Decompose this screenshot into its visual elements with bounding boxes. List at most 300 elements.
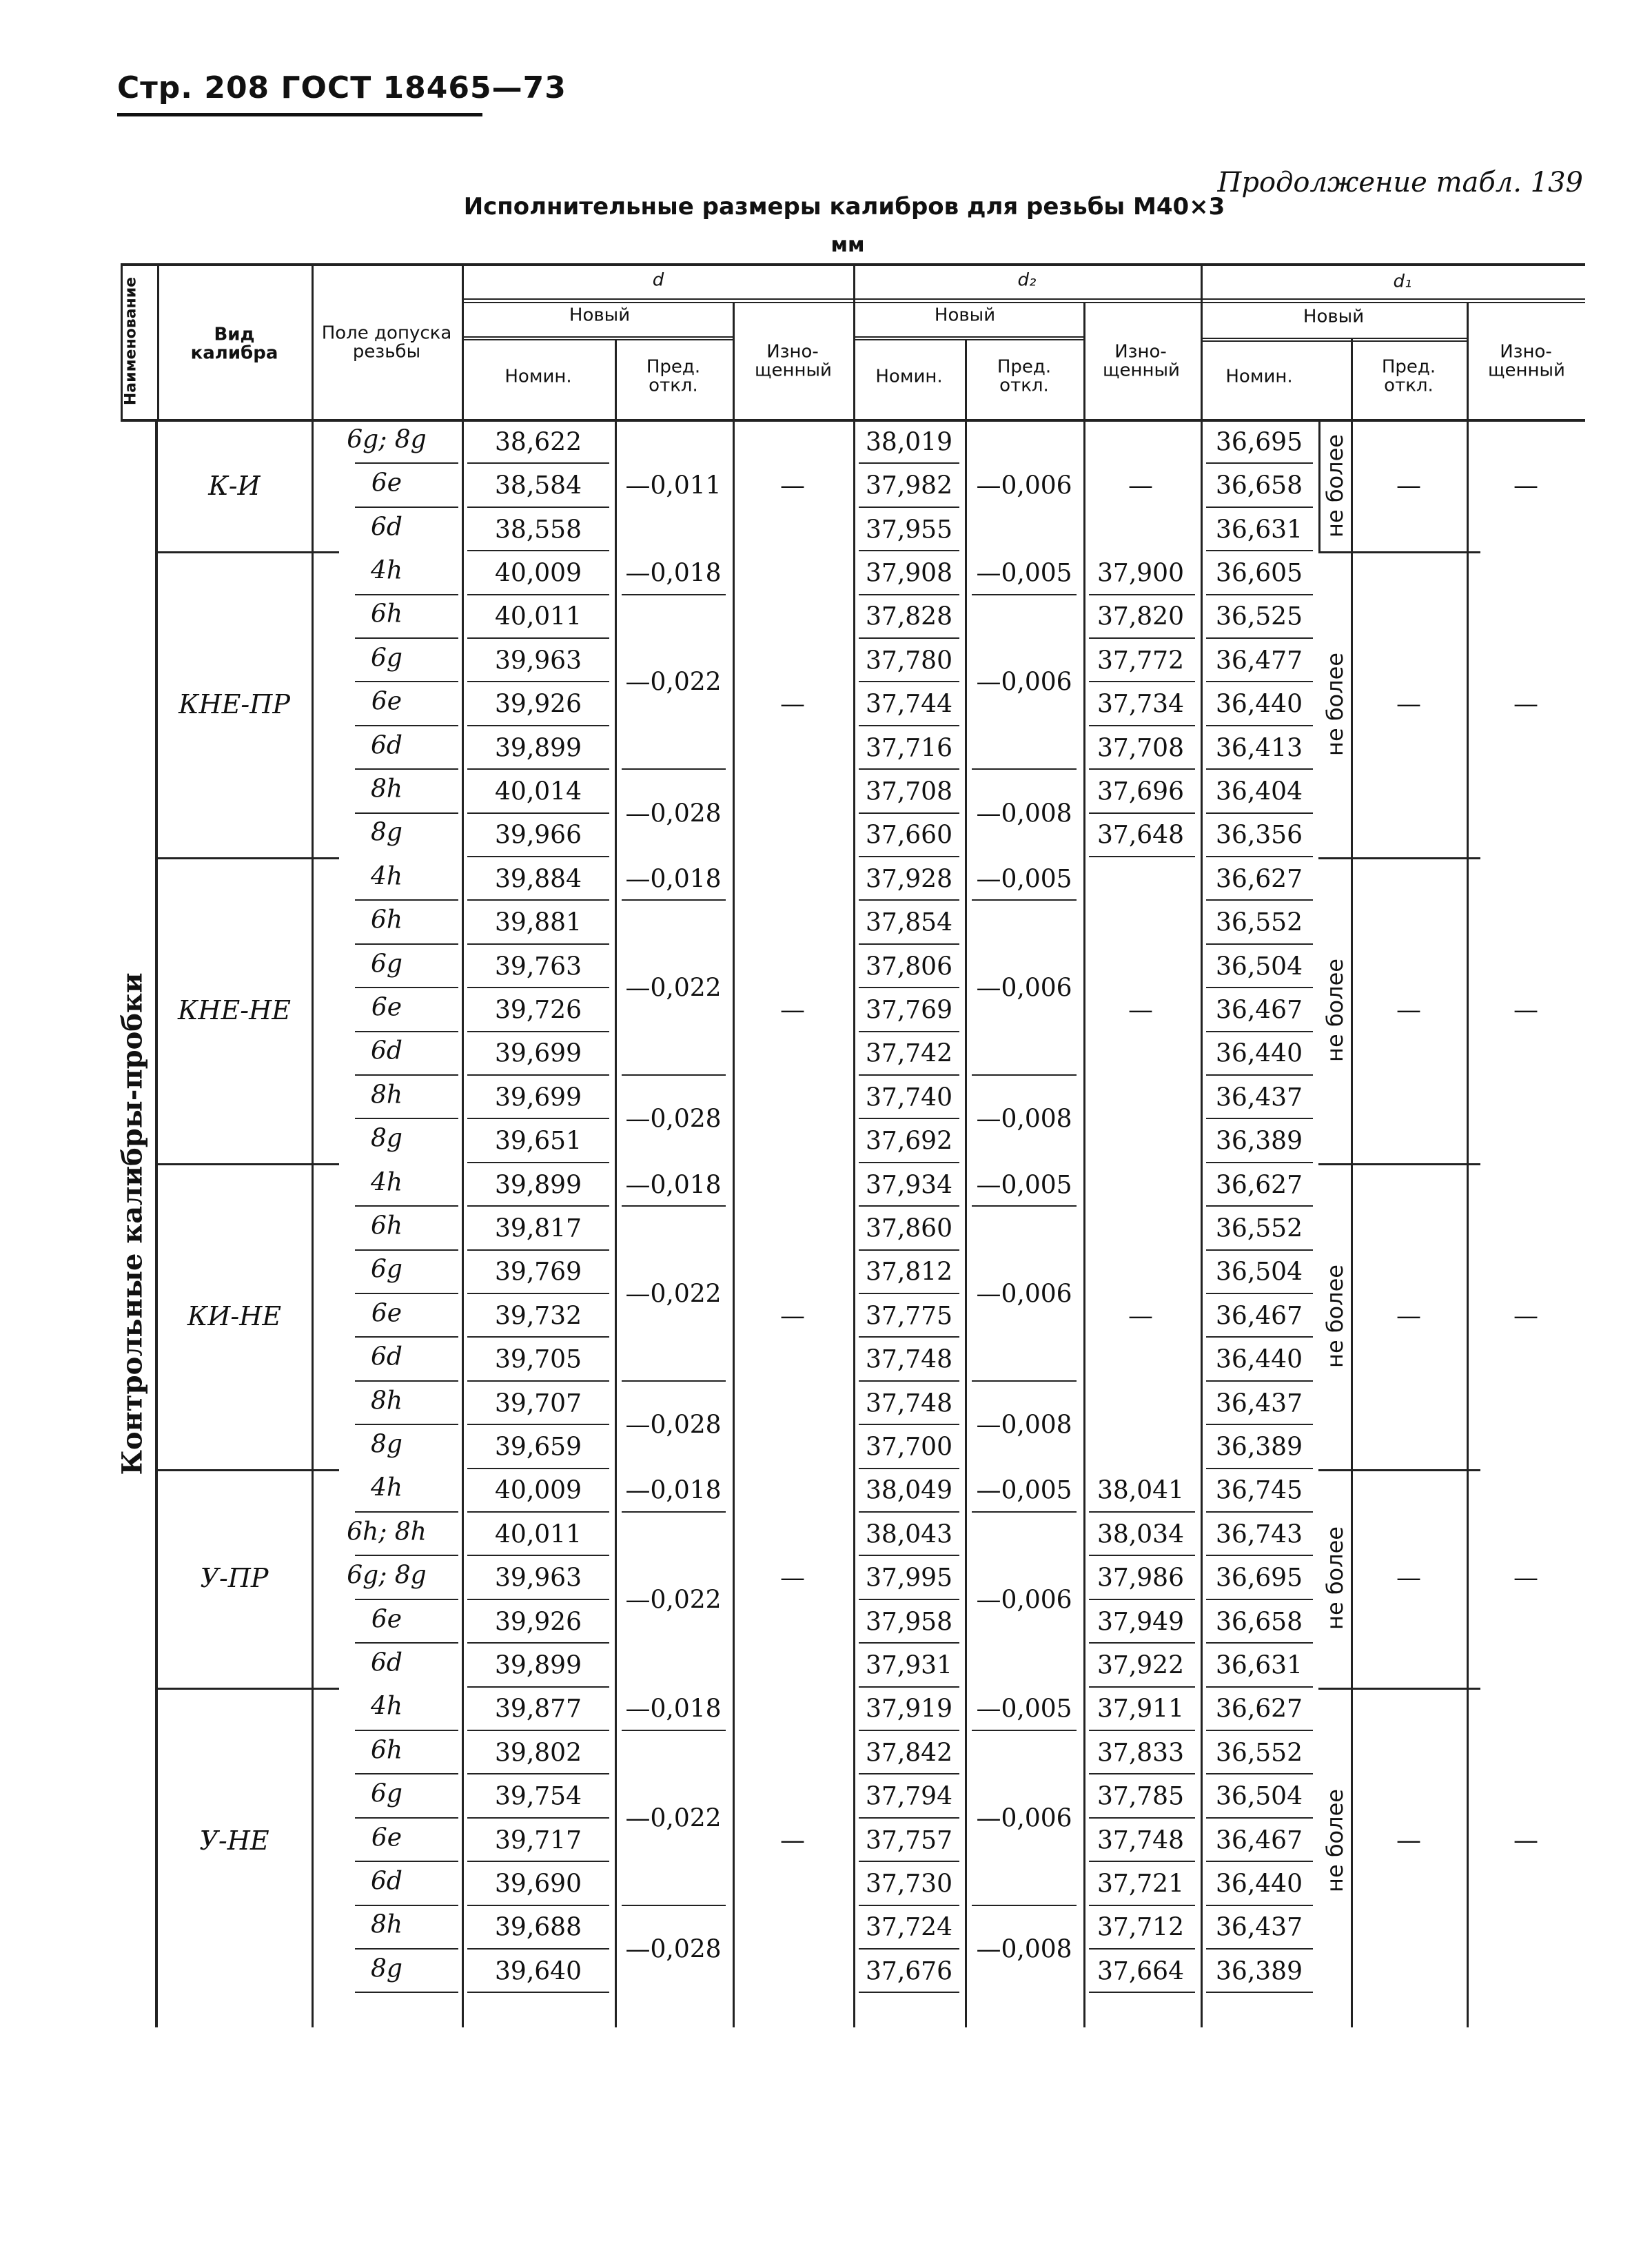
- row-d-nominal: 39,817: [495, 1214, 582, 1243]
- row-rule: [859, 1162, 959, 1163]
- header-rule: [462, 298, 1585, 300]
- body-rule-vertical: [1351, 420, 1353, 2027]
- row-rule: [1206, 1031, 1313, 1032]
- row-rule: [1089, 1948, 1195, 1950]
- row-rule: [355, 1511, 458, 1513]
- row-d2-nominal: 37,708: [866, 777, 952, 806]
- row-d-nominal: 39,966: [495, 821, 582, 850]
- row-rule: [355, 899, 458, 901]
- column-header-d-nominal: Номин.: [504, 366, 572, 387]
- row-d1-nominal: 36,440: [1216, 690, 1303, 719]
- d-deviation: —0,028: [625, 1105, 722, 1134]
- row-rule: [1206, 1730, 1313, 1731]
- row-d-nominal: 39,688: [495, 1913, 582, 1942]
- body-rule-vertical: [1083, 420, 1085, 2027]
- row-rule: [859, 1773, 959, 1774]
- row-d2-nominal: 37,748: [866, 1389, 952, 1418]
- row-d-nominal: 39,963: [495, 646, 582, 675]
- row-d-nominal: 39,732: [495, 1302, 582, 1331]
- row-d2-worn: 37,721: [1097, 1870, 1184, 1899]
- row-rule: [355, 1642, 458, 1644]
- row-d-nominal: 40,009: [495, 1476, 582, 1505]
- table-title: Исполнительные размеры калибров для резьбы М40×3: [463, 193, 1225, 221]
- column-header-d: d: [652, 269, 664, 291]
- row-d2-nominal: 37,854: [866, 908, 952, 937]
- d-deviation: —0,018: [625, 865, 722, 894]
- d2-deviation: —0,006: [976, 1804, 1072, 1833]
- d2-deviation: —0,006: [976, 1280, 1072, 1309]
- row-d2-nominal: 37,982: [866, 471, 952, 500]
- d2-deviation: —0,008: [976, 1411, 1072, 1440]
- row-tolerance: 6d: [371, 1867, 402, 1896]
- column-header-d2-worn: Изно- щенный: [1103, 341, 1180, 381]
- row-tolerance: 6e: [371, 1823, 402, 1852]
- row-rule: [1089, 681, 1195, 682]
- row-d2-nominal: 37,700: [866, 1433, 952, 1462]
- d2-deviation: —0,006: [976, 471, 1072, 500]
- row-rule: [467, 1686, 609, 1688]
- row-rule: [1206, 812, 1313, 814]
- row-tolerance: 6g; 8g: [347, 1561, 427, 1590]
- row-d2-worn: 37,772: [1097, 646, 1184, 675]
- row-d2-nominal: 37,716: [866, 734, 952, 762]
- row-d1-nominal: 36,389: [1216, 1957, 1303, 1986]
- column-header-d-new: Новый: [569, 305, 631, 326]
- row-d2-nominal: 37,757: [866, 1826, 952, 1854]
- row-d2-nominal: 38,043: [866, 1520, 952, 1549]
- row-d1-nominal: 36,743: [1216, 1520, 1303, 1549]
- row-tolerance: 6d: [371, 1648, 402, 1677]
- d2-deviation: —0,008: [976, 1935, 1072, 1964]
- row-d2-nominal: 37,742: [866, 1039, 952, 1068]
- header-rule: [853, 336, 1083, 338]
- row-d2-nominal: 37,812: [866, 1258, 952, 1287]
- row-d1-nominal: 36,627: [1216, 1695, 1303, 1723]
- row-d2-nominal: 37,908: [866, 559, 952, 588]
- row-rule: [467, 1031, 609, 1032]
- kind-label: КИ-НЕ: [187, 1300, 282, 1331]
- row-rule: [467, 812, 609, 814]
- row-tolerance: 6h; 8h: [347, 1517, 427, 1546]
- row-d2-worn: 37,712: [1097, 1913, 1184, 1942]
- d-worn-dash: —: [780, 471, 805, 500]
- d1-deviation-dash: —: [1396, 1564, 1421, 1593]
- kind-label: У-ПР: [200, 1563, 269, 1594]
- body-rule-vertical: [615, 420, 617, 2027]
- row-rule: [355, 1118, 458, 1119]
- deviation-rule: [622, 594, 726, 595]
- row-rule: [467, 1599, 609, 1600]
- row-rule: [467, 1555, 609, 1556]
- row-tolerance: 6h: [370, 1736, 403, 1765]
- header-rule-vertical: [1083, 302, 1085, 420]
- row-tolerance: 8g: [371, 1124, 402, 1153]
- d-deviation: —0,022: [625, 1586, 722, 1615]
- row-rule: [355, 637, 458, 639]
- row-rule: [355, 1074, 458, 1076]
- row-d-nominal: 39,717: [495, 1826, 582, 1854]
- row-tolerance: 4h: [370, 862, 403, 891]
- row-d2-nominal: 37,724: [866, 1913, 952, 1942]
- row-rule: [859, 681, 959, 682]
- row-tolerance: 4h: [370, 556, 403, 585]
- row-rule: [355, 1293, 458, 1294]
- row-d-nominal: 40,011: [495, 1520, 582, 1549]
- d-deviation: —0,028: [625, 1411, 722, 1440]
- d-worn-dash: —: [780, 690, 805, 719]
- row-d1-nominal: 36,404: [1216, 777, 1303, 806]
- row-d2-worn: 37,911: [1097, 1695, 1184, 1723]
- row-d2-nominal: 37,676: [866, 1957, 952, 1986]
- row-tolerance: 6h: [370, 600, 403, 628]
- deviation-rule: [972, 768, 1077, 770]
- group-separator: [1318, 1688, 1480, 1690]
- not-more-label: не более: [1322, 1264, 1348, 1368]
- row-rule: [859, 594, 959, 595]
- d-deviation: —0,028: [625, 799, 722, 828]
- column-header-d1-new: Новый: [1303, 306, 1365, 327]
- d1-deviation-dash: —: [1396, 1826, 1421, 1854]
- row-d-nominal: 39,802: [495, 1739, 582, 1768]
- row-rule: [859, 812, 959, 814]
- row-d1-nominal: 36,504: [1216, 952, 1303, 981]
- row-rule: [859, 1730, 959, 1731]
- row-rule: [1089, 637, 1195, 639]
- row-tolerance: 8g: [371, 1954, 402, 1983]
- row-d2-nominal: 37,748: [866, 1345, 952, 1374]
- row-rule: [1089, 1905, 1195, 1906]
- d-deviation: —0,018: [625, 1476, 722, 1505]
- row-tolerance: 6e: [371, 1605, 402, 1633]
- column-header-tolerance: Поле допуска резьбы: [321, 323, 452, 362]
- row-d2-worn: 38,041: [1097, 1476, 1184, 1505]
- row-d2-nominal: 37,775: [866, 1302, 952, 1331]
- row-rule: [467, 550, 609, 551]
- row-rule: [1206, 856, 1313, 857]
- row-d1-nominal: 36,437: [1216, 1389, 1303, 1418]
- row-rule: [1206, 1424, 1313, 1425]
- row-rule: [467, 1118, 609, 1119]
- d-deviation: —0,022: [625, 668, 722, 697]
- row-rule: [467, 899, 609, 901]
- d2-worn-dash: —: [1128, 471, 1153, 500]
- row-d1-nominal: 36,477: [1216, 646, 1303, 675]
- d2-deviation: —0,006: [976, 668, 1072, 697]
- row-d1-nominal: 36,413: [1216, 734, 1303, 762]
- row-rule: [355, 1424, 458, 1425]
- row-d1-nominal: 36,658: [1216, 1608, 1303, 1636]
- row-rule: [355, 1555, 458, 1556]
- row-rule: [467, 594, 609, 595]
- row-rule: [1206, 462, 1313, 464]
- row-rule: [1089, 594, 1195, 595]
- row-rule: [1206, 1817, 1313, 1819]
- row-d-nominal: 39,963: [495, 1564, 582, 1593]
- deviation-rule: [972, 1074, 1077, 1076]
- category-label: Контрольные калибры-пробки: [116, 972, 149, 1475]
- d2-deviation: —0,005: [976, 1695, 1072, 1723]
- row-rule: [1206, 899, 1313, 901]
- row-tolerance: 6d: [371, 513, 402, 541]
- row-rule: [467, 1511, 609, 1513]
- row-rule: [467, 1861, 609, 1862]
- deviation-rule: [622, 1730, 726, 1731]
- header-rule-vertical: [312, 263, 314, 420]
- row-rule: [859, 768, 959, 770]
- row-rule: [859, 943, 959, 945]
- row-rule: [1089, 1599, 1195, 1600]
- d-deviation: —0,011: [625, 471, 722, 500]
- column-header-d1-deviation: Пред. откл.: [1381, 356, 1436, 396]
- d1-worn-dash: —: [1513, 690, 1538, 719]
- row-tolerance: 6h: [370, 906, 403, 934]
- row-d2-nominal: 37,794: [866, 1782, 952, 1811]
- row-rule: [467, 1642, 609, 1644]
- row-d2-worn: 37,986: [1097, 1564, 1184, 1593]
- row-d-nominal: 39,726: [495, 996, 582, 1025]
- row-d1-nominal: 36,552: [1216, 1739, 1303, 1768]
- d1-worn-dash: —: [1513, 1564, 1538, 1593]
- not-more-label: не более: [1322, 958, 1348, 1062]
- row-rule: [355, 725, 458, 726]
- row-rule: [467, 768, 609, 770]
- page-header: Стр. 208 ГОСТ 18465—73: [117, 70, 567, 105]
- d1-worn-dash: —: [1513, 471, 1538, 500]
- row-rule: [467, 637, 609, 639]
- row-rule: [355, 943, 458, 945]
- deviation-rule: [972, 1730, 1077, 1731]
- row-tolerance: 6g: [371, 644, 402, 673]
- row-rule: [1089, 1817, 1195, 1819]
- row-rule: [1206, 943, 1313, 945]
- row-rule: [355, 1861, 458, 1862]
- deviation-rule: [972, 899, 1077, 901]
- row-rule: [355, 987, 458, 988]
- body-rule-vertical: [1467, 420, 1469, 2027]
- row-rule: [355, 462, 458, 464]
- d2-worn-dash: —: [1128, 1302, 1153, 1331]
- row-tolerance: 8h: [370, 1081, 403, 1109]
- d1-worn-dash: —: [1513, 1302, 1538, 1331]
- row-rule: [1206, 725, 1313, 726]
- table-continuation-note: Продолжение табл. 139: [1217, 167, 1583, 198]
- d2-deviation: —0,006: [976, 974, 1072, 1003]
- row-rule: [859, 1642, 959, 1644]
- row-d2-nominal: 37,931: [866, 1651, 952, 1680]
- row-rule: [1206, 1642, 1313, 1644]
- row-rule: [1206, 1162, 1313, 1163]
- d-deviation: —0,018: [625, 1695, 722, 1723]
- row-d-nominal: 38,558: [495, 515, 582, 544]
- row-d2-nominal: 37,780: [866, 646, 952, 675]
- row-tolerance: 8h: [370, 1387, 403, 1415]
- d-deviation: —0,022: [625, 1280, 722, 1309]
- column-header-d1: d₁: [1393, 271, 1412, 292]
- row-rule: [355, 1031, 458, 1032]
- d-worn-dash: —: [780, 1302, 805, 1331]
- deviation-rule: [972, 1905, 1077, 1906]
- deviation-rule: [622, 1074, 726, 1076]
- row-d1-nominal: 36,389: [1216, 1433, 1303, 1462]
- row-rule: [859, 1074, 959, 1076]
- d1-worn-dash: —: [1513, 1826, 1538, 1854]
- row-rule: [859, 1817, 959, 1819]
- d-deviation: —0,022: [625, 974, 722, 1003]
- row-d-nominal: 40,014: [495, 777, 582, 806]
- group-separator: [1318, 551, 1480, 553]
- row-tolerance: 6e: [371, 993, 402, 1022]
- d-deviation: —0,022: [625, 1804, 722, 1833]
- row-tolerance: 8h: [370, 775, 403, 804]
- row-rule: [467, 1992, 609, 1993]
- row-rule: [1089, 812, 1195, 814]
- row-d1-nominal: 36,437: [1216, 1083, 1303, 1112]
- row-tolerance: 6g: [371, 1779, 402, 1808]
- row-rule: [859, 1555, 959, 1556]
- row-rule: [1206, 1293, 1313, 1294]
- row-d-nominal: 39,659: [495, 1433, 582, 1462]
- row-rule: [355, 1380, 458, 1382]
- row-rule: [859, 1948, 959, 1950]
- row-rule: [859, 1599, 959, 1600]
- deviation-rule: [622, 899, 726, 901]
- row-rule: [467, 1249, 609, 1251]
- row-d1-nominal: 36,525: [1216, 602, 1303, 631]
- row-d-nominal: 39,926: [495, 1608, 582, 1636]
- row-rule: [1206, 1249, 1313, 1251]
- not-more-label: не более: [1322, 1526, 1348, 1630]
- header-rule-vertical: [1351, 339, 1353, 420]
- row-rule: [859, 987, 959, 988]
- body-rule-vertical: [733, 420, 735, 2027]
- d1-deviation-dash: —: [1396, 690, 1421, 719]
- header-rule: [1201, 338, 1467, 339]
- row-rule: [355, 1730, 458, 1731]
- row-rule: [355, 1249, 458, 1251]
- row-d2-worn: 37,900: [1097, 559, 1184, 588]
- deviation-rule: [622, 1380, 726, 1382]
- row-rule: [859, 1905, 959, 1906]
- d2-deviation: —0,008: [976, 1105, 1072, 1134]
- row-d2-nominal: 37,934: [866, 1171, 952, 1199]
- column-header-d-deviation: Пред. откл.: [646, 356, 701, 396]
- row-rule: [1206, 1511, 1313, 1513]
- row-d2-worn: 37,664: [1097, 1957, 1184, 1986]
- row-rule: [1089, 1686, 1195, 1688]
- row-d1-nominal: 36,440: [1216, 1345, 1303, 1374]
- row-d2-worn: 37,922: [1097, 1651, 1184, 1680]
- table-unit: мм: [830, 233, 865, 257]
- row-d2-worn: 37,696: [1097, 777, 1184, 806]
- body-rule-vertical: [462, 420, 464, 2027]
- row-rule: [859, 462, 959, 464]
- row-rule: [859, 1293, 959, 1294]
- row-d-nominal: 39,899: [495, 734, 582, 762]
- row-rule: [859, 899, 959, 901]
- row-rule: [859, 1992, 959, 1993]
- row-d1-nominal: 36,440: [1216, 1039, 1303, 1068]
- header-rule: [462, 302, 1585, 303]
- row-d2-worn: 37,734: [1097, 690, 1184, 719]
- row-d2-worn: 37,708: [1097, 734, 1184, 762]
- row-d-nominal: 39,884: [495, 865, 582, 894]
- column-header-d1-nominal: Номин.: [1225, 366, 1293, 387]
- row-rule: [1206, 1773, 1313, 1774]
- row-rule: [1206, 1555, 1313, 1556]
- row-tolerance: 6e: [371, 687, 402, 716]
- row-tolerance: 6d: [371, 1036, 402, 1065]
- row-rule: [467, 462, 609, 464]
- header-rule-vertical: [733, 302, 735, 420]
- row-rule: [355, 1205, 458, 1207]
- row-rule: [859, 1118, 959, 1119]
- row-d1-nominal: 36,552: [1216, 1214, 1303, 1243]
- row-d2-nominal: 37,919: [866, 1695, 952, 1723]
- row-rule: [355, 1992, 458, 1993]
- row-d-nominal: 39,763: [495, 952, 582, 981]
- row-d2-worn: 37,748: [1097, 1826, 1184, 1854]
- deviation-rule: [622, 1511, 726, 1513]
- d-deviation: —0,018: [625, 1171, 722, 1199]
- row-d2-nominal: 37,806: [866, 952, 952, 981]
- row-rule: [355, 1336, 458, 1338]
- deviation-rule: [972, 1205, 1077, 1207]
- row-rule: [355, 507, 458, 508]
- row-d-nominal: 39,899: [495, 1651, 582, 1680]
- row-rule: [1089, 1992, 1195, 1993]
- row-d1-nominal: 36,695: [1216, 428, 1303, 457]
- kind-label: КНЕ-НЕ: [177, 994, 292, 1025]
- row-d2-nominal: 37,740: [866, 1083, 952, 1112]
- row-d2-nominal: 37,744: [866, 690, 952, 719]
- deviation-rule: [622, 1905, 726, 1906]
- row-tolerance: 6d: [371, 731, 402, 759]
- row-d-nominal: 39,881: [495, 908, 582, 937]
- deviation-rule: [972, 1511, 1077, 1513]
- row-rule: [1206, 550, 1313, 551]
- row-rule: [859, 856, 959, 857]
- row-d1-nominal: 36,467: [1216, 1302, 1303, 1331]
- dimensions-table: [117, 262, 1616, 2122]
- d1-deviation-dash: —: [1396, 996, 1421, 1025]
- row-d-nominal: 39,699: [495, 1083, 582, 1112]
- row-d2-nominal: 37,692: [866, 1127, 952, 1156]
- row-rule: [355, 1817, 458, 1819]
- d2-deviation: —0,005: [976, 1476, 1072, 1505]
- row-d-nominal: 39,877: [495, 1695, 582, 1723]
- body-rule-vertical: [1318, 420, 1320, 551]
- row-rule: [859, 507, 959, 508]
- row-rule: [1206, 987, 1313, 988]
- row-rule: [355, 1905, 458, 1906]
- row-rule: [859, 1686, 959, 1688]
- row-d1-nominal: 36,658: [1216, 471, 1303, 500]
- row-d2-nominal: 37,730: [866, 1870, 952, 1899]
- row-rule: [467, 1773, 609, 1774]
- row-rule: [1206, 1599, 1313, 1600]
- group-separator: [1318, 1469, 1480, 1471]
- row-rule: [467, 1424, 609, 1425]
- row-rule: [1206, 681, 1313, 682]
- row-tolerance: 6d: [371, 1342, 402, 1371]
- row-rule: [1089, 725, 1195, 726]
- row-tolerance: 6g; 8g: [347, 425, 427, 454]
- row-d1-nominal: 36,504: [1216, 1258, 1303, 1287]
- row-d-nominal: 39,699: [495, 1039, 582, 1068]
- row-rule: [1089, 1730, 1195, 1731]
- row-d1-nominal: 36,356: [1216, 821, 1303, 850]
- row-d1-nominal: 36,627: [1216, 865, 1303, 894]
